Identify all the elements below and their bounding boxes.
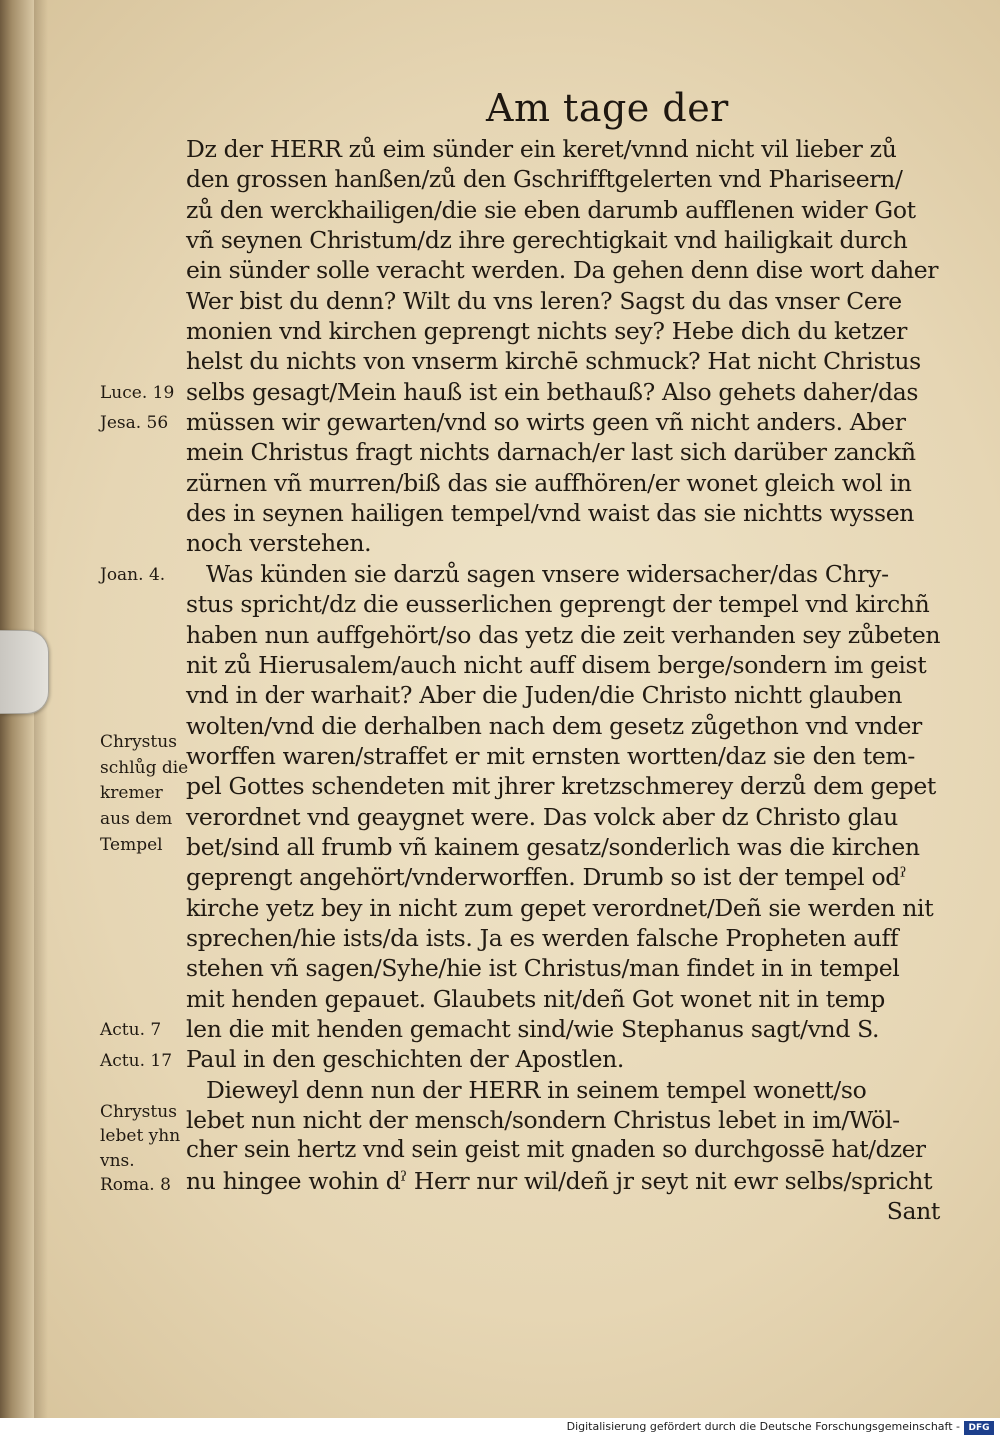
text-line: haben nun auffgehört/so das yetz die zeit verhanden sey zůbeten — [186, 620, 941, 649]
text-line: mein Christus fragt nichts darnach/er last sich darüber zanckñ — [186, 438, 916, 467]
dfg-logo: DFG — [964, 1421, 994, 1435]
text-line: noch verstehen. — [186, 529, 372, 558]
margin-note: Luce. 19 — [100, 382, 175, 403]
margin-note: Joan. 4. — [100, 564, 166, 585]
text-line: ein sünder solle veracht werden. Da gehen denn dise wort daher — [186, 256, 939, 285]
text-line: stehen vñ sagen/Syhe/hie ist Christus/man findet in in tempel — [186, 954, 900, 983]
text-line: helst du nichts von vnserm kirchē schmuck? Hat nicht Christus — [186, 347, 921, 376]
text-line: kirche yetz bey in nicht zum gepet verordnet/Deñ sie werden nit — [186, 893, 934, 922]
text-line: zů den werckhailigen/die sie eben darumb aufflenen wider Got — [186, 195, 916, 224]
text-line: verordnet vnd geaygnet were. Das volck aber dz Christo glau — [186, 802, 898, 831]
text-line: cher sein hertz vnd sein geist mit gnaden so durchgossē hat/dzer — [186, 1137, 926, 1164]
text-line: Paul in den geschichten der Apostlen. — [186, 1045, 625, 1074]
text-line: vñ seynen Christum/dz ihre gerechtigkait vnd hailigkait durch — [186, 226, 908, 255]
text-line: lebet nun nicht der mensch/sondern Christus lebet in im/Wöl- — [186, 1106, 900, 1134]
text-line: Sant — [886, 1197, 940, 1226]
text-line: des in seynen hailigen tempel/vnd waist das sie nichtts wyssen — [186, 499, 915, 528]
margin-note: Actu. 7 — [100, 1020, 162, 1041]
margin-note: Roma. 8 — [100, 1174, 171, 1195]
text-line: Was künden sie darzů sagen vnsere widersacher/das Chry- — [206, 559, 889, 588]
margin-note: kremer — [100, 783, 163, 804]
margin-note: Actu. 17 — [100, 1050, 173, 1071]
footer-bar — [0, 1418, 1000, 1439]
margin-note: schlůg die — [100, 757, 189, 778]
text-line: nu hingee wohin dˀ Herr nur wil/deñ jr seyt nit ewr selbs/spricht — [186, 1166, 933, 1195]
text-line: müssen wir gewarten/vnd so wirts geen vñ nicht anders. Aber — [186, 408, 906, 437]
text-line: sprechen/hie ists/da ists. Ja es werden falsche Propheten auff — [186, 923, 899, 952]
margin-note: Chrystus — [100, 731, 177, 752]
text-line: Dieweyl denn nun der HERR in seinem tempel wonett/so — [206, 1075, 867, 1104]
funding-notice: Digitalisierung gefördert durch die Deutsche Forschungsgemeinschaft - — [566, 1420, 960, 1433]
margin-note: aus dem — [100, 809, 173, 830]
text-line: monien vnd kirchen geprengt nichts sey? Hebe dich du ketzer — [186, 317, 908, 346]
text-line: vnd in der warhait? Aber die Juden/die Christo nichtt glauben — [186, 681, 903, 710]
margin-note: lebet yhn — [100, 1126, 181, 1147]
page-clip — [0, 630, 49, 714]
text-line: mit henden gepauet. Glaubets nit/deñ Got wonet nit in temp — [186, 984, 885, 1013]
running-header: Am tage der — [486, 86, 729, 130]
margin-note: Chrystus — [100, 1102, 177, 1123]
text-line: worffen waren/straffet er mit ernsten wortten/daz sie den tem- — [186, 741, 915, 770]
text-line: geprengt angehört/vnderworffen. Drumb so ist der tempel odˀ — [186, 863, 907, 892]
text-line: zürnen vñ murren/biß das sie auffhören/er wonet gleich wol in — [186, 468, 912, 497]
margin-note: Jesa. 56 — [100, 413, 169, 434]
text-line: Wer bist du denn? Wilt du vns leren? Sagst du das vnser Cere — [186, 286, 902, 315]
text-line: pel Gottes schendeten mit jhrer kretzschmerey derzů dem gepet — [186, 772, 936, 801]
margin-note: Tempel — [100, 835, 163, 855]
text-line: bet/sind all frumb vñ kainem gesatz/sonderlich was die kirchen — [186, 832, 920, 861]
text-line: nit zů Hierusalem/auch nicht auff disem berge/sondern im geist — [186, 650, 927, 679]
text-line: Dz der HERR zů eim sünder ein keret/vnnd nicht vil lieber zů — [186, 135, 897, 163]
text-line: len die mit henden gemacht sind/wie Stephanus sagt/vnd S. — [186, 1014, 880, 1043]
text-line: stus spricht/dz die eusserlichen geprengt der tempel vnd kirchñ — [186, 590, 930, 619]
margin-note: vns. — [100, 1150, 135, 1171]
text-line: wolten/vnd die derhalben nach dem gesetz zůgethon vnd vnder — [186, 711, 922, 740]
text-line: selbs gesagt/Mein hauß ist ein bethauß? Also gehets daher/das — [186, 377, 919, 406]
body-text — [186, 134, 940, 1226]
text-line: den grossen hanßen/zů den Gschrifftgelerten vnd Phariseern/ — [186, 165, 903, 194]
